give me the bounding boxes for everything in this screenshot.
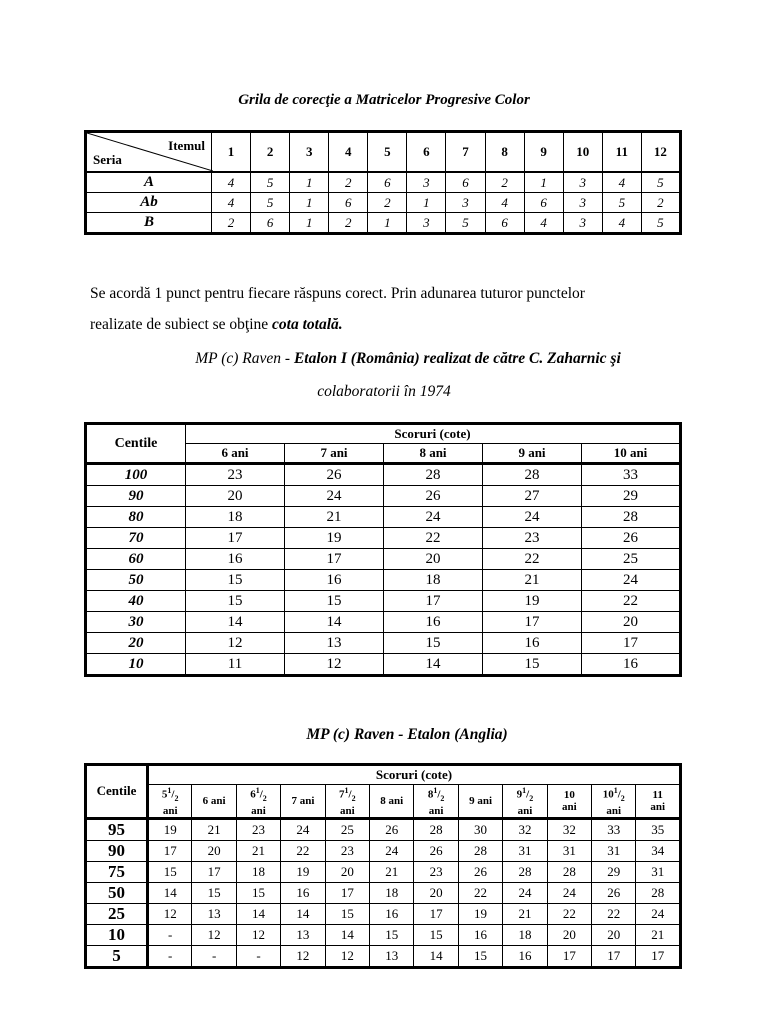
age-header: 8 ani — [384, 444, 483, 464]
age-header: $10^1/_2$ ani — [592, 785, 636, 819]
score-cell: 15 — [370, 924, 414, 945]
score-cell: 21 — [236, 840, 280, 861]
table-row — [86, 570, 681, 591]
age-base: 11 — [652, 788, 663, 801]
fraction-denominator: 2 — [262, 793, 267, 803]
fraction-numerator: 1 — [613, 786, 618, 795]
centile-header: Centile — [86, 424, 186, 464]
age-base: 6 — [250, 788, 256, 801]
table-row — [86, 591, 681, 612]
table-row — [86, 172, 681, 193]
score-cell: - — [148, 945, 192, 967]
score-cell: 19 — [483, 591, 582, 612]
answer-cell: 4 — [524, 213, 563, 234]
item-header: 1 — [212, 132, 251, 173]
score-cell: 14 — [186, 612, 285, 633]
score-cell: 15 — [458, 945, 502, 967]
table-row — [86, 464, 681, 486]
score-cell: 14 — [285, 612, 384, 633]
fraction-denominator: 2 — [529, 793, 534, 803]
table-row — [86, 549, 681, 570]
age-header — [547, 785, 591, 819]
score-cell: 12 — [186, 633, 285, 654]
score-cell: - — [192, 945, 236, 967]
page-title: Grila de corecţie a Matricelor Progresive Color — [238, 92, 530, 108]
centile-cell: 30 — [86, 612, 186, 633]
age-header: $7^1/_2$ ani — [325, 785, 369, 819]
answer-cell: 4 — [602, 172, 641, 193]
age-header: 6 ani — [186, 444, 285, 464]
score-cell: 22 — [582, 591, 681, 612]
centile-cell: 70 — [86, 528, 186, 549]
score-cell: 30 — [458, 818, 502, 840]
score-cell: 18 — [236, 861, 280, 882]
age-header: $8^1/_2$ ani — [414, 785, 458, 819]
score-cell: 26 — [384, 486, 483, 507]
table-header-row — [86, 424, 681, 444]
score-cell: 15 — [285, 591, 384, 612]
series-label-cell: B — [86, 213, 212, 234]
score-cell: 12 — [148, 903, 192, 924]
answer-cell: 2 — [368, 193, 407, 213]
centile-header: Centile — [86, 765, 148, 819]
answer-cell: 3 — [407, 213, 446, 234]
score-cell: 35 — [636, 818, 681, 840]
score-cell: 17 — [148, 840, 192, 861]
score-cell: 21 — [285, 507, 384, 528]
age-unit: ani — [562, 800, 577, 813]
answer-cell: 4 — [212, 193, 251, 213]
age-base: 8 ani — [380, 794, 404, 807]
answer-cell: 1 — [407, 193, 446, 213]
score-cell: 20 — [186, 486, 285, 507]
age-base: 9 ani — [469, 794, 493, 807]
answer-cell: 5 — [602, 193, 641, 213]
age-unit: ani — [428, 804, 444, 817]
centile-cell: 95 — [86, 818, 148, 840]
score-cell: 17 — [192, 861, 236, 882]
answer-cell: 5 — [446, 213, 485, 234]
score-cell: 31 — [592, 840, 636, 861]
score-cell: 24 — [281, 818, 325, 840]
score-cell: 16 — [281, 882, 325, 903]
romania-norm-title — [0, 350, 768, 368]
centile-cell: 5 — [86, 945, 148, 967]
score-cell: 12 — [281, 945, 325, 967]
age-header: $5^1/_2$ ani — [148, 785, 192, 819]
answer-cell: 1 — [290, 193, 329, 213]
answer-cell: 2 — [329, 213, 368, 234]
score-cell: 17 — [285, 549, 384, 570]
table-row — [86, 861, 681, 882]
answer-cell: 4 — [485, 193, 524, 213]
age-base: 10 — [602, 788, 614, 801]
fraction-numerator: 1 — [433, 786, 438, 795]
romania-norm-title-prefix: MP (c) Raven - — [195, 350, 294, 367]
score-cell: 14 — [325, 924, 369, 945]
answer-cell: 5 — [641, 172, 680, 193]
score-cell: 20 — [414, 882, 458, 903]
table-row — [86, 633, 681, 654]
score-cell: 15 — [236, 882, 280, 903]
answer-cell: 1 — [290, 213, 329, 234]
score-cell: 28 — [547, 861, 591, 882]
score-cell: 28 — [636, 882, 681, 903]
score-cell: 25 — [325, 818, 369, 840]
table-row — [86, 528, 681, 549]
age-base: 9 — [516, 788, 523, 801]
score-cell: 28 — [582, 507, 681, 528]
score-cell: 28 — [458, 840, 502, 861]
item-header: 6 — [407, 132, 446, 173]
centile-cell: 10 — [86, 924, 148, 945]
score-cell: - — [236, 945, 280, 967]
table-row — [86, 903, 681, 924]
score-cell: 32 — [547, 818, 591, 840]
score-cell: 16 — [582, 654, 681, 676]
score-cell: 27 — [483, 486, 582, 507]
score-cell: 23 — [236, 818, 280, 840]
score-cell: 22 — [458, 882, 502, 903]
answer-cell: 2 — [641, 193, 680, 213]
age-header: $9^1/_2$ ani — [503, 785, 547, 819]
score-cell: 17 — [325, 882, 369, 903]
table-row — [86, 507, 681, 528]
age-base: 7 ani — [291, 794, 315, 807]
answer-cell: 6 — [485, 213, 524, 234]
series-label: Seria — [93, 152, 122, 167]
score-cell: 34 — [636, 840, 681, 861]
answer-cell: 5 — [251, 172, 290, 193]
answer-cell: 1 — [290, 172, 329, 193]
score-cell: 14 — [236, 903, 280, 924]
score-cell: 24 — [636, 903, 681, 924]
scores-header: Scoruri (cote) — [148, 765, 681, 785]
age-header: 9 ani — [483, 444, 582, 464]
score-cell: 13 — [192, 903, 236, 924]
fraction-numerator: 1 — [344, 786, 349, 795]
item-header: 10 — [563, 132, 602, 173]
age-base: 8 — [427, 788, 434, 801]
score-cell: 17 — [384, 591, 483, 612]
item-header: 7 — [446, 132, 485, 173]
age-header — [281, 785, 325, 819]
item-header: 11 — [602, 132, 641, 173]
score-cell: 15 — [384, 633, 483, 654]
fraction-numerator: 1 — [167, 786, 172, 795]
score-cell: 20 — [192, 840, 236, 861]
table-row — [86, 840, 681, 861]
score-cell: 17 — [414, 903, 458, 924]
paragraph-line-1: Se acordă 1 punct pentru fiecare răspuns corect. Prin adunarea tuturor punctelor — [90, 285, 585, 302]
score-cell: 22 — [281, 840, 325, 861]
answer-cell: 2 — [485, 172, 524, 193]
score-cell: 22 — [547, 903, 591, 924]
item-header: 3 — [290, 132, 329, 173]
score-cell: 15 — [186, 570, 285, 591]
age-header: $6^1/_2$ ani — [236, 785, 280, 819]
fraction-denominator: 2 — [351, 793, 356, 803]
score-cell: 15 — [325, 903, 369, 924]
score-cell: 14 — [414, 945, 458, 967]
items-label: Itemul — [168, 138, 205, 153]
table-body — [86, 464, 681, 676]
answer-cell: 5 — [251, 193, 290, 213]
score-cell: 26 — [592, 882, 636, 903]
score-cell: 33 — [592, 818, 636, 840]
score-cell: 17 — [547, 945, 591, 967]
score-cell: 18 — [384, 570, 483, 591]
age-base: 5 — [161, 788, 168, 801]
score-cell: 24 — [285, 486, 384, 507]
answer-cell: 2 — [212, 213, 251, 234]
romania-norm-title-bold: Etalon I (România) realizat de către C. Zaharnic şi — [293, 350, 621, 367]
score-cell: 26 — [458, 861, 502, 882]
score-cell: 20 — [325, 861, 369, 882]
age-header-row — [86, 785, 681, 819]
fraction-denominator: 2 — [174, 793, 179, 803]
answer-cell: 6 — [329, 193, 368, 213]
score-cell: 20 — [384, 549, 483, 570]
centile-cell: 100 — [86, 464, 186, 486]
score-cell: 14 — [281, 903, 325, 924]
answer-cell: 5 — [641, 213, 680, 234]
score-cell: 15 — [483, 654, 582, 676]
england-norm-title: MP (c) Raven - Etalon (Anglia) — [306, 726, 508, 743]
age-unit: ani — [606, 804, 622, 817]
score-cell: 15 — [192, 882, 236, 903]
score-cell: 17 — [636, 945, 681, 967]
score-cell: 12 — [236, 924, 280, 945]
score-cell: 21 — [370, 861, 414, 882]
score-cell: - — [148, 924, 192, 945]
answer-cell: 3 — [446, 193, 485, 213]
fraction-denominator: 2 — [440, 793, 445, 803]
score-cell: 24 — [547, 882, 591, 903]
table-header-row — [86, 132, 681, 173]
score-cell: 12 — [325, 945, 369, 967]
table-row — [86, 213, 681, 234]
table-body — [86, 818, 681, 967]
score-cell: 28 — [483, 464, 582, 486]
answer-cell: 6 — [251, 213, 290, 234]
fraction-numerator: 1 — [255, 786, 260, 795]
centile-cell: 20 — [86, 633, 186, 654]
score-cell: 23 — [483, 528, 582, 549]
score-cell: 26 — [370, 818, 414, 840]
item-header: 9 — [524, 132, 563, 173]
score-cell: 15 — [186, 591, 285, 612]
paragraph-line-2: realizate de subiect se obţine — [90, 316, 273, 333]
score-cell: 24 — [370, 840, 414, 861]
score-cell: 29 — [582, 486, 681, 507]
table-row — [86, 612, 681, 633]
score-cell: 14 — [148, 882, 192, 903]
score-cell: 17 — [186, 528, 285, 549]
age-base: 7 — [339, 788, 345, 801]
score-cell: 20 — [582, 612, 681, 633]
answer-cell: 2 — [329, 172, 368, 193]
score-cell: 21 — [503, 903, 547, 924]
centile-cell: 60 — [86, 549, 186, 570]
score-cell: 15 — [414, 924, 458, 945]
table-row — [86, 654, 681, 676]
centile-cell: 75 — [86, 861, 148, 882]
item-header: 2 — [251, 132, 290, 173]
age-unit: ani — [650, 800, 666, 813]
table-body — [86, 172, 681, 234]
answer-cell: 3 — [563, 172, 602, 193]
age-unit: ani — [339, 804, 355, 817]
score-cell: 17 — [483, 612, 582, 633]
answer-cell: 6 — [368, 172, 407, 193]
scoring-paragraph — [90, 278, 690, 340]
score-cell: 18 — [370, 882, 414, 903]
score-cell: 13 — [281, 924, 325, 945]
age-header: 10 ani — [582, 444, 681, 464]
answer-cell: 3 — [563, 213, 602, 234]
score-cell: 16 — [370, 903, 414, 924]
score-cell: 26 — [285, 464, 384, 486]
answer-cell: 1 — [524, 172, 563, 193]
age-unit: ani — [251, 804, 266, 817]
score-cell: 20 — [592, 924, 636, 945]
score-cell: 13 — [370, 945, 414, 967]
romania-norm-subtitle: colaboratorii în 1974 — [317, 383, 451, 400]
score-cell: 28 — [414, 818, 458, 840]
table-row — [86, 945, 681, 967]
table-row — [86, 193, 681, 213]
score-cell: 18 — [186, 507, 285, 528]
score-cell: 32 — [503, 818, 547, 840]
score-cell: 22 — [592, 903, 636, 924]
score-cell: 28 — [503, 861, 547, 882]
score-cell: 16 — [285, 570, 384, 591]
score-cell: 13 — [285, 633, 384, 654]
score-cell: 31 — [547, 840, 591, 861]
score-cell: 17 — [582, 633, 681, 654]
score-cell: 22 — [384, 528, 483, 549]
series-label-cell: Ab — [86, 193, 212, 213]
age-header: 7 ani — [285, 444, 384, 464]
centile-cell: 90 — [86, 840, 148, 861]
age-unit: ani — [517, 804, 533, 817]
score-cell: 26 — [582, 528, 681, 549]
table-row — [86, 882, 681, 903]
romania-norm-table — [84, 422, 682, 677]
age-base: 6 ani — [202, 794, 226, 807]
score-cell: 11 — [186, 654, 285, 676]
score-cell: 18 — [503, 924, 547, 945]
correction-grid-table — [84, 130, 682, 235]
score-cell: 16 — [458, 924, 502, 945]
fraction-denominator: 2 — [620, 793, 625, 803]
score-cell: 16 — [503, 945, 547, 967]
answer-cell: 3 — [563, 193, 602, 213]
score-cell: 31 — [503, 840, 547, 861]
score-cell: 26 — [414, 840, 458, 861]
score-cell: 24 — [384, 507, 483, 528]
answer-cell: 6 — [446, 172, 485, 193]
score-cell: 29 — [592, 861, 636, 882]
score-cell: 19 — [281, 861, 325, 882]
score-cell: 24 — [483, 507, 582, 528]
item-header: 4 — [329, 132, 368, 173]
answer-cell: 1 — [368, 213, 407, 234]
score-cell: 23 — [325, 840, 369, 861]
centile-cell: 10 — [86, 654, 186, 676]
age-header — [458, 785, 502, 819]
fraction-numerator: 1 — [522, 786, 527, 795]
age-header — [192, 785, 236, 819]
age-unit: ani — [162, 804, 178, 817]
centile-cell: 80 — [86, 507, 186, 528]
table-row — [86, 486, 681, 507]
answer-cell: 4 — [602, 213, 641, 234]
centile-cell: 25 — [86, 903, 148, 924]
score-cell: 28 — [384, 464, 483, 486]
answer-cell: 3 — [407, 172, 446, 193]
score-cell: 19 — [285, 528, 384, 549]
table-row — [86, 924, 681, 945]
age-base: 10 — [563, 788, 575, 801]
series-label-cell: A — [86, 172, 212, 193]
score-cell: 25 — [582, 549, 681, 570]
centile-cell: 40 — [86, 591, 186, 612]
centile-cell: 90 — [86, 486, 186, 507]
item-header: 8 — [485, 132, 524, 173]
score-cell: 16 — [483, 633, 582, 654]
age-header — [370, 785, 414, 819]
score-cell: 21 — [483, 570, 582, 591]
item-header: 12 — [641, 132, 680, 173]
score-cell: 21 — [636, 924, 681, 945]
scores-header: Scoruri (cote) — [186, 424, 681, 444]
score-cell: 31 — [636, 861, 681, 882]
score-cell: 19 — [148, 818, 192, 840]
score-cell: 15 — [148, 861, 192, 882]
score-cell: 20 — [547, 924, 591, 945]
score-cell: 23 — [186, 464, 285, 486]
score-cell: 16 — [186, 549, 285, 570]
score-cell: 19 — [458, 903, 502, 924]
score-cell: 12 — [285, 654, 384, 676]
score-cell: 24 — [503, 882, 547, 903]
score-cell: 23 — [414, 861, 458, 882]
score-cell: 33 — [582, 464, 681, 486]
centile-cell: 50 — [86, 570, 186, 591]
score-cell: 14 — [384, 654, 483, 676]
age-header — [636, 785, 681, 819]
centile-cell: 50 — [86, 882, 148, 903]
item-header: 5 — [368, 132, 407, 173]
table-header-row — [86, 765, 681, 785]
england-norm-table — [84, 763, 682, 969]
score-cell: 12 — [192, 924, 236, 945]
score-cell: 24 — [582, 570, 681, 591]
answer-cell: 6 — [524, 193, 563, 213]
corner-cell — [86, 132, 212, 173]
score-cell: 16 — [384, 612, 483, 633]
table-row — [86, 818, 681, 840]
score-cell: 21 — [192, 818, 236, 840]
total-score-term: cota totală. — [272, 316, 343, 333]
answer-cell: 4 — [212, 172, 251, 193]
score-cell: 22 — [483, 549, 582, 570]
score-cell: 17 — [592, 945, 636, 967]
